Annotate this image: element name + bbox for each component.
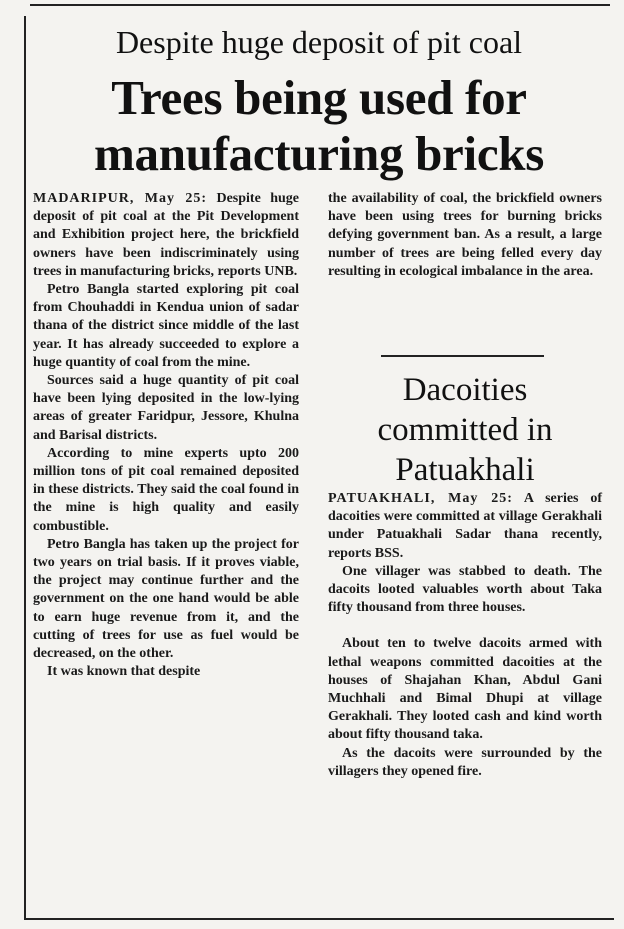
article2-paragraph-4: As the dacoits were surrounded by the villagers they opened fire. — [328, 745, 602, 779]
article1-paragraph-6-continued: the availability of coal, the brickfield owners have been using trees for burning bricks defying government ban. As a result, a large number of trees are being felled every day resulting in ecological imbalance in the area. — [328, 191, 602, 279]
article2-dateline: PATUAKHALI, May 25: — [328, 491, 513, 506]
top-rule — [30, 4, 610, 6]
article1-paragraph-2: Petro Bangla started exploring pit coal from Chouhaddi in Kendua union of sadar thana of the district since middle of the last year. It has already succeeded to explore a huge quantity of coal from the mine. — [33, 282, 299, 370]
article2-column — [328, 490, 602, 781]
article2-paragraph-1 — [328, 490, 602, 563]
article-divider — [381, 355, 544, 357]
article1-paragraph-5: Petro Bangla has taken up the project for two years on trial basis. If it proves viable, the project may continue further and the government on the one hand would be able to earn huge revenue from it, and the cutting of trees for use as fuel would be decreased, on the other. — [33, 536, 299, 662]
article2-paragraph-2: One villager was stabbed to death. The dacoits looted valuables worth about Taka fifty thousand from three houses. — [328, 563, 602, 616]
article1-column-1 — [33, 190, 299, 681]
article2-paragraph-1-text: A series of dacoities were committed at village Gerakhali under Patuakhali Sadar thana recently, reports BSS. — [328, 491, 602, 561]
paragraph-gap — [328, 617, 602, 635]
article1-paragraph-1-text: Despite huge deposit of pit coal at the Pit Development and Exhibition project here, the brickfield owners have been indiscriminately using trees in manufacturing bricks, reports UNB. — [33, 191, 299, 279]
article1-column-2 — [328, 190, 602, 281]
bottom-rule — [24, 918, 614, 920]
article2-headline: Dacoities committed in Patuakhali — [377, 372, 553, 488]
article1-paragraph-4: According to mine experts upto 200 million tons of pit coal remained deposited in these districts. They said the coal found in the mine is high quality and easily combustible. — [33, 445, 299, 534]
article1-paragraph-1 — [33, 190, 299, 281]
article1-kicker: Despite huge deposit of pit coal — [115, 24, 523, 60]
article1-paragraph-3: Sources said a huge quantity of pit coal have been lying deposited in the low-lying areas of greater Faridpur, Jessore, Khulna and Barisal districts. — [33, 373, 299, 443]
article1-headline: Trees being used for manufacturing bricks — [93, 70, 544, 181]
article2-paragraph-3: About ten to twelve dacoits armed with lethal weapons committed dacoities at the houses of Shajahan Khan, Abdul Gani Muchhali and Bimal Dhupi at village Gerakhali. They looted cash and kind worth about fifty thousand taka. — [328, 636, 602, 743]
article1-paragraph-6: It was known that despite — [47, 664, 201, 680]
article1-dateline: MADARIPUR, May 25: — [33, 191, 208, 206]
